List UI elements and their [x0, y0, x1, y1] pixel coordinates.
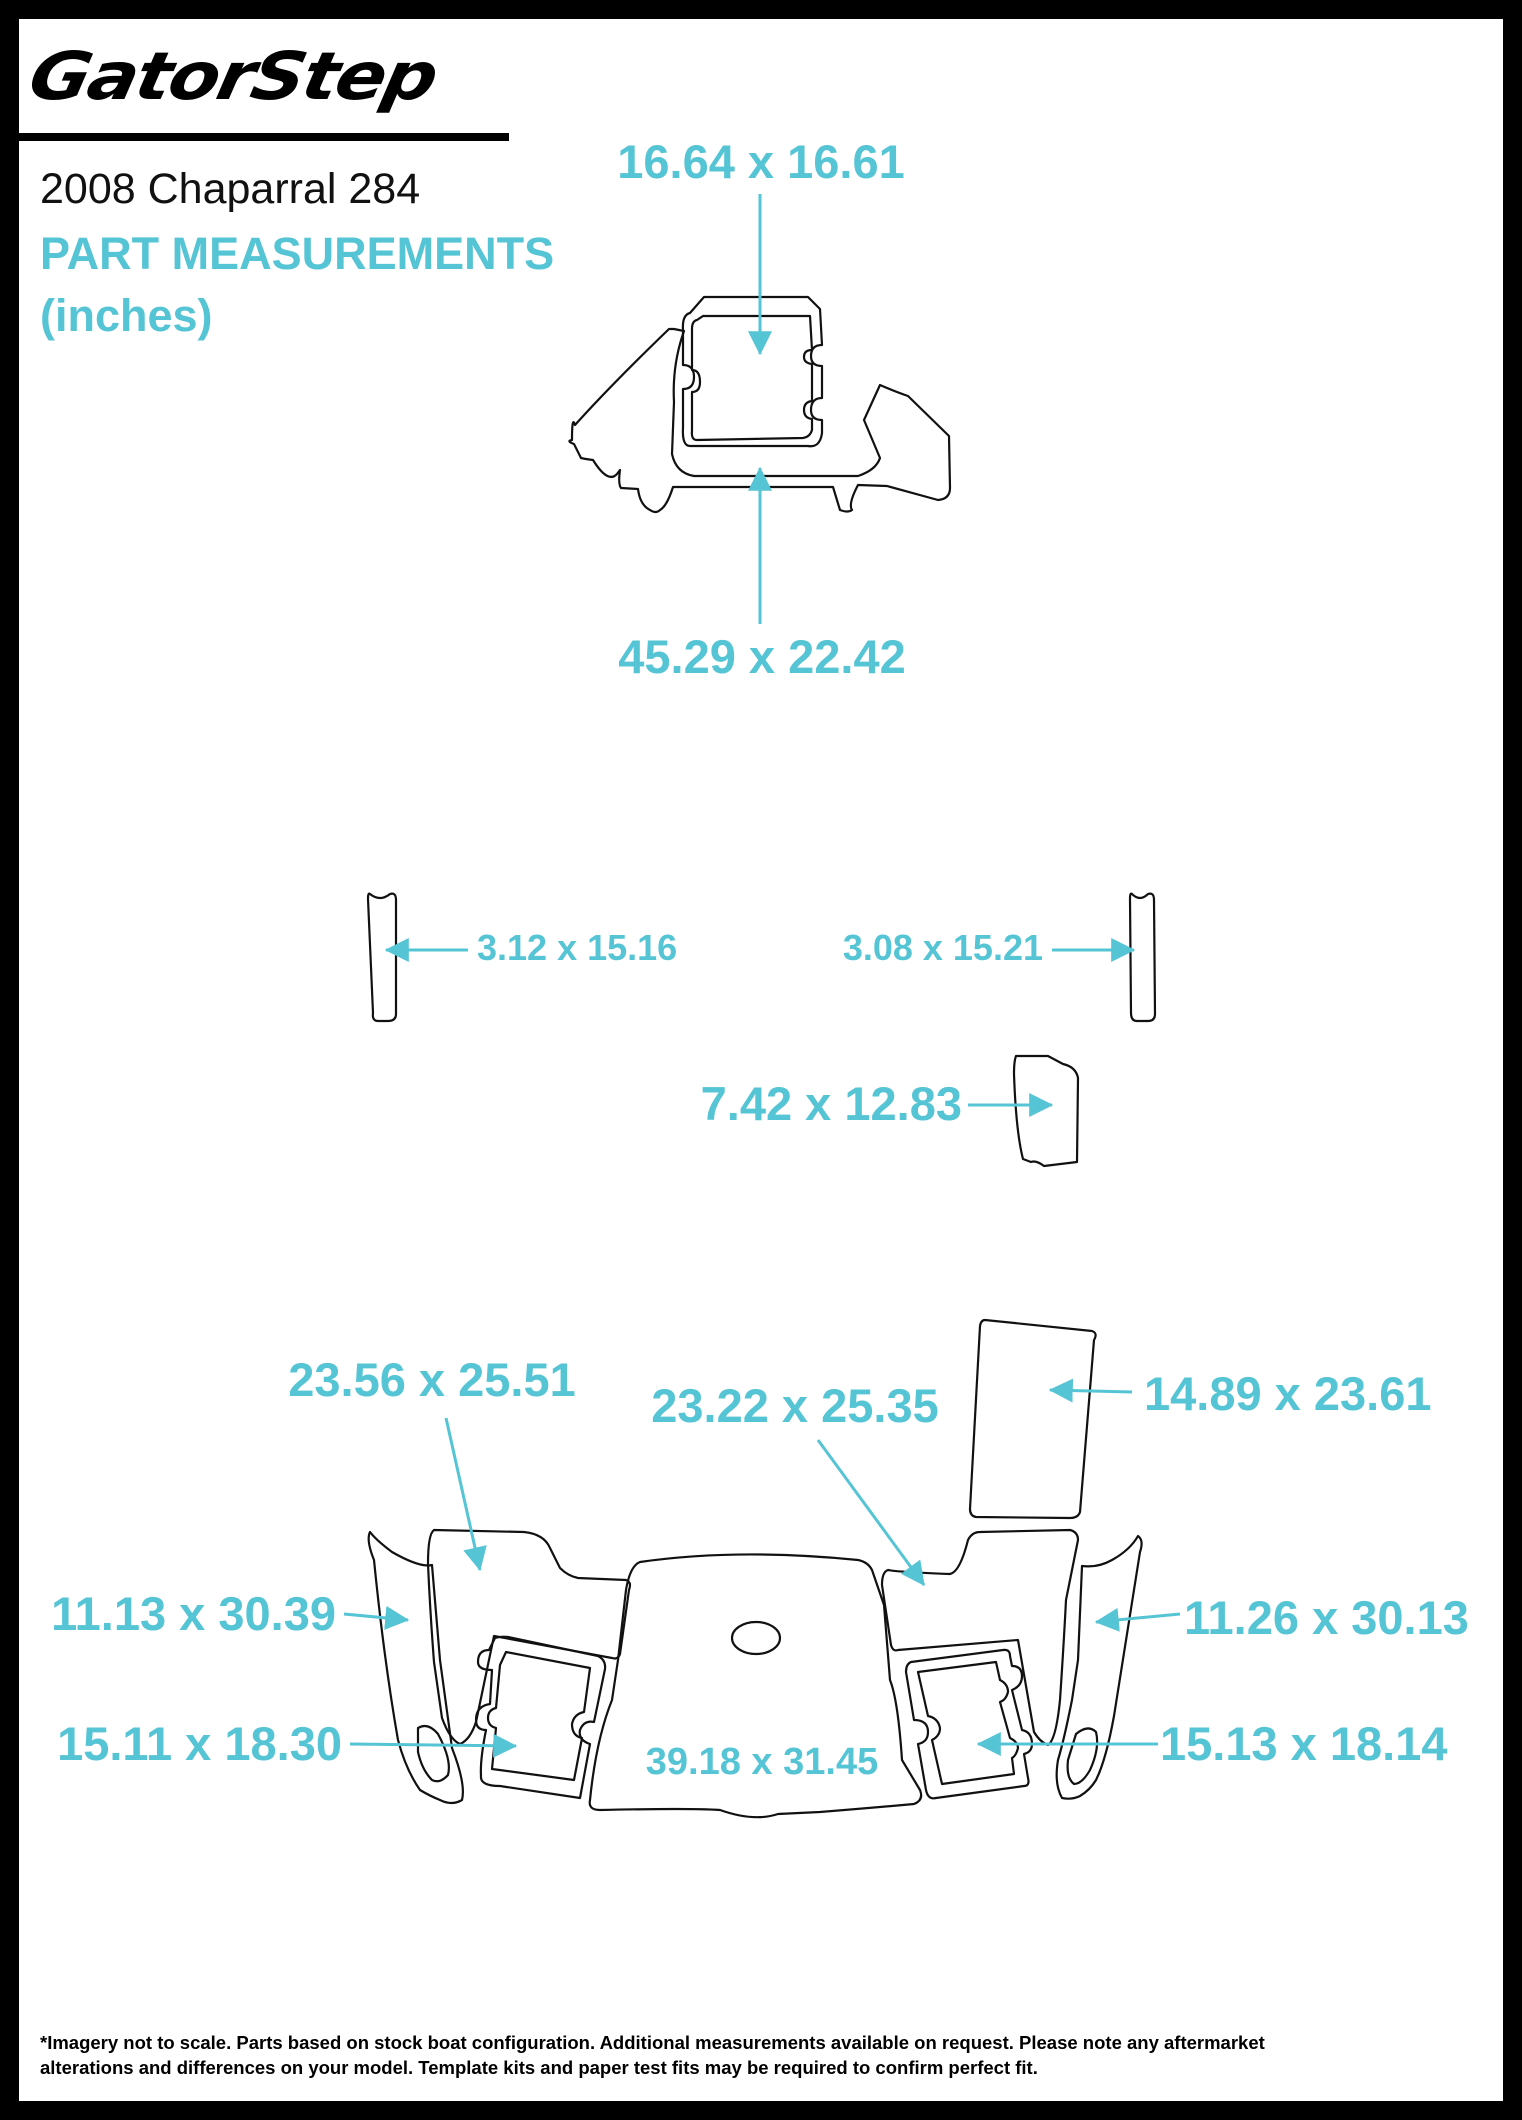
label-right-strip: 3.08 x 15.21 — [842, 927, 1043, 968]
label-upper-left-platform: 23.56 x 25.51 — [288, 1353, 576, 1406]
label-left-side-strip: 11.13 x 30.39 — [51, 1587, 336, 1640]
arrow-left-hatch-pad — [350, 1744, 516, 1746]
arrow-upper-left-platform — [446, 1418, 480, 1570]
disclaimer-line-2: alterations and differences on your model. Template kits and paper test fits may be required to confirm perfect fit. — [40, 2057, 1038, 2078]
upper-right-platform-outline — [882, 1530, 1078, 1745]
arrow-left-side-strip — [344, 1614, 408, 1620]
left-hatch-pad-inner — [488, 1652, 590, 1780]
center-swim-platform-cutout — [732, 1622, 780, 1654]
helm-insert-inner — [692, 316, 812, 440]
label-helm-insert: 16.64 x 16.61 — [617, 135, 905, 188]
arrow-top-right-pad — [1050, 1390, 1132, 1392]
label-right-hatch-pad: 15.13 x 18.14 — [1160, 1717, 1448, 1770]
right-side-strip-outline — [1057, 1536, 1142, 1799]
disclaimer-line-1: *Imagery not to scale. Parts based on stock boat configuration. Additional measurements available on request. Please note any aftermarket — [40, 2032, 1265, 2053]
units-label: (inches) — [40, 290, 213, 341]
arrow-upper-right-platform — [818, 1440, 924, 1585]
left-hatch-pad-outline — [476, 1637, 605, 1798]
right-strip-outline — [1130, 894, 1155, 1021]
label-top-right-pad: 14.89 x 23.61 — [1144, 1367, 1432, 1420]
upper-left-platform-outline — [428, 1530, 630, 1744]
label-upper-right-platform: 23.22 x 25.35 — [651, 1379, 939, 1432]
label-center-swim-platform: 39.18 x 31.45 — [645, 1741, 879, 1783]
label-helm-pad: 45.29 x 22.42 — [618, 630, 906, 683]
top-right-pad-outline — [970, 1320, 1096, 1518]
label-left-strip: 3.12 x 15.16 — [477, 927, 678, 968]
section-title: PART MEASUREMENTS — [40, 228, 555, 279]
small-step-pad-outline — [1014, 1056, 1078, 1166]
label-right-side-strip: 11.26 x 30.13 — [1184, 1591, 1469, 1644]
left-side-strip-oval — [418, 1726, 449, 1781]
disclaimer-note — [40, 2030, 1490, 2080]
right-side-strip-oval — [1068, 1728, 1098, 1784]
logo-wordmark: GatorStep — [22, 38, 444, 115]
boat-title: 2008 Chaparral 284 — [40, 165, 421, 213]
label-small-step-pad: 7.42 x 12.83 — [700, 1077, 962, 1130]
left-strip-outline — [368, 894, 396, 1021]
arrow-right-side-strip — [1096, 1614, 1180, 1622]
helm-insert-outline — [683, 297, 822, 446]
right-hatch-pad-inner — [918, 1662, 1018, 1784]
label-left-hatch-pad: 15.11 x 18.30 — [57, 1717, 342, 1770]
